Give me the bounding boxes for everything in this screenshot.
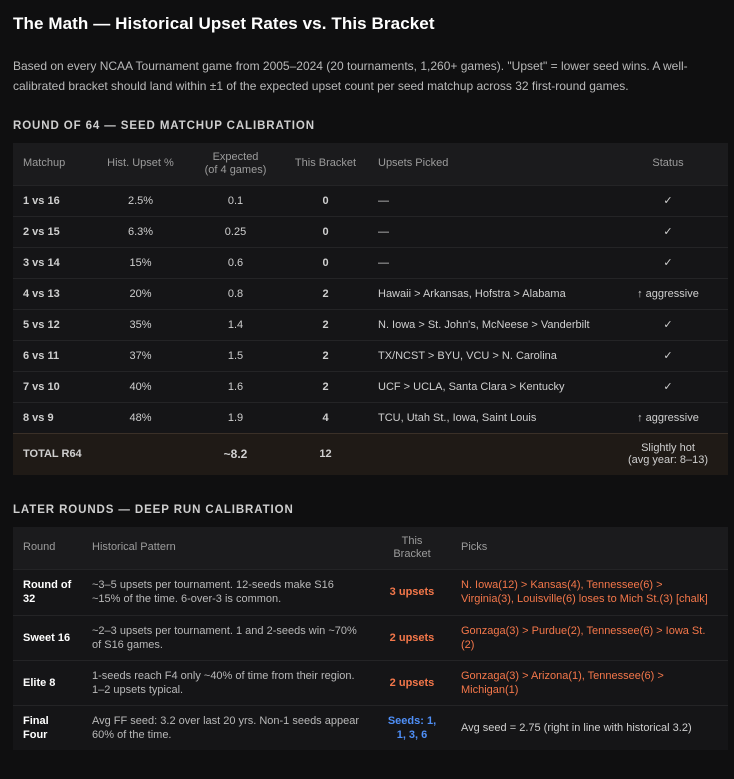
r64-row [13,402,728,433]
later-heading: LATER ROUNDS — DEEP RUN CALIBRATION [13,504,294,516]
r64-heading: ROUND OF 64 — SEED MATCHUP CALIBRATION [13,120,315,132]
r64-row [13,278,728,309]
round-name: Elite 8 [23,676,56,689]
matchup: 3 vs 14 [23,256,60,269]
col-pattern: Historical Pattern [92,541,176,554]
aggressive-status: ↑ aggressive [637,411,699,424]
r64-row [13,247,728,278]
hist-upset: 2.5% [127,194,154,207]
total-bracket: 12 [319,448,332,461]
later-row [13,569,728,615]
r64-row [13,371,728,402]
hist-upset: 6.3% [127,225,154,238]
r64-total-row [13,433,728,475]
picks: N. Iowa(12) > Kansas(4), Tennessee(6) > Virginia(3), Louisville(6) loses to Mich St.(3) [chalk] [461,579,708,605]
upsets-picked: TX/NCST > BYU, VCU > N. Carolina [378,349,557,362]
expected: 1.4 [227,318,244,331]
matchup: 7 vs 10 [23,380,60,393]
col-matchup: Matchup [23,157,66,170]
bracket-count: 0 [322,194,329,207]
page-title: The Math — Historical Upset Rates vs. This Bracket [13,14,435,33]
aggressive-status: ↑ aggressive [637,287,699,300]
col-expected: Expected (of 4 games) [204,150,267,176]
bracket-count: 2 [322,349,329,362]
upsets-picked: — [378,225,389,238]
hist-upset: 37% [129,349,152,362]
col-upsets-picked: Upsets Picked [378,157,449,170]
check-icon: ✓ [663,381,673,393]
historical-pattern: ~3–5 upsets per tournament. 12-seeds make S16 ~15% of the time. 6-over-3 is common. [92,579,334,605]
upsets-picked: Hawaii > Arkansas, Hofstra > Alabama [378,287,566,300]
matchup: 4 vs 13 [23,287,60,300]
upsets-picked: N. Iowa > St. John's, McNeese > Vanderbilt [378,318,590,331]
hist-upset: 40% [129,380,152,393]
bracket-count: 2 [322,287,329,300]
matchup: 6 vs 11 [23,349,60,362]
bracket-seeds: Seeds: 1, 1, 3, 6 [387,714,437,741]
expected: 0.25 [224,225,247,238]
bracket-upsets: 2 upsets [389,631,435,644]
col-status: Status [652,157,684,170]
bracket-count: 2 [322,318,329,331]
bracket-upsets: 3 upsets [389,586,435,598]
total-hist-empty [93,433,188,475]
bracket-count: 0 [322,256,329,269]
expected: 0.1 [227,194,244,207]
expected: 0.6 [227,256,244,269]
expected: 1.5 [227,349,244,362]
col-this-bracket: This Bracket [393,534,431,560]
matchup: 8 vs 9 [23,411,54,424]
expected: 0.8 [227,287,244,300]
total-picked-empty [368,433,608,475]
later-table-card [13,527,728,750]
expected: 1.9 [227,411,244,424]
r64-row [13,216,728,247]
hist-upset: 48% [129,411,152,424]
expected: 1.6 [227,380,244,393]
upsets-picked: — [378,256,389,269]
total-label: TOTAL R64 [23,448,82,461]
historical-pattern: 1-seeds reach F4 only ~40% of time from their region. 1–2 upsets typical. [92,669,355,696]
upsets-picked: TCU, Utah St., Iowa, Saint Louis [378,411,537,424]
historical-pattern: ~2–3 upsets per tournament. 1 and 2-seeds win ~70% of S16 games. [92,624,357,651]
r64-row [13,340,728,371]
check-icon: ✓ [663,226,673,238]
round-name: Final Four [23,714,49,741]
check-icon: ✓ [663,257,673,269]
col-hist-upset: Hist. Upset % [107,157,174,170]
intro-text: Based on every NCAA Tournament game from 2005–2024 (20 tournaments, 1,260+ games). "Upset" = lower seed wins. A well-calibrated bracket should land within ±1 of the expected upset count per seed matchup across 32 first-round games. [13,59,688,93]
r64-row [13,309,728,340]
r64-row [13,185,728,216]
later-row [13,705,728,750]
r64-header-row [13,143,728,185]
col-picks: Picks [461,541,488,554]
hist-upset: 35% [129,318,152,331]
hist-upset: 20% [129,287,152,300]
picks: Gonzaga(3) > Purdue(2), Tennessee(6) > Iowa St.(2) [461,624,706,651]
later-row [13,660,728,705]
matchup: 1 vs 16 [23,194,60,207]
picks: Avg seed = 2.75 (right in line with historical 3.2) [461,721,692,734]
col-round: Round [23,541,56,554]
later-header-row [13,527,728,569]
r64-table [13,143,728,475]
matchup: 5 vs 12 [23,318,60,331]
col-this-bracket: This Bracket [294,157,357,170]
later-table [13,527,728,750]
bracket-count: 2 [322,380,329,393]
total-expected: ~8.2 [223,447,248,462]
bracket-count: 4 [322,411,329,424]
check-icon: ✓ [663,195,673,207]
bracket-count: 0 [322,225,329,238]
hist-upset: 15% [129,256,152,269]
matchup: 2 vs 15 [23,225,60,238]
r64-table-card [13,143,728,475]
upsets-picked: UCF > UCLA, Santa Clara > Kentucky [378,380,565,393]
total-status: Slightly hot (avg year: 8–13) [627,442,709,467]
check-icon: ✓ [663,319,673,331]
bracket-upsets: 2 upsets [389,676,435,689]
upsets-picked: — [378,194,389,207]
round-name: Round of 32 [23,579,72,605]
picks: Gonzaga(3) > Arizona(1), Tennessee(6) > Michigan(1) [461,669,664,696]
historical-pattern: Avg FF seed: 3.2 over last 20 yrs. Non-1 seeds appear 60% of the time. [92,714,359,741]
check-icon: ✓ [663,350,673,362]
round-name: Sweet 16 [23,631,71,644]
later-row [13,615,728,660]
